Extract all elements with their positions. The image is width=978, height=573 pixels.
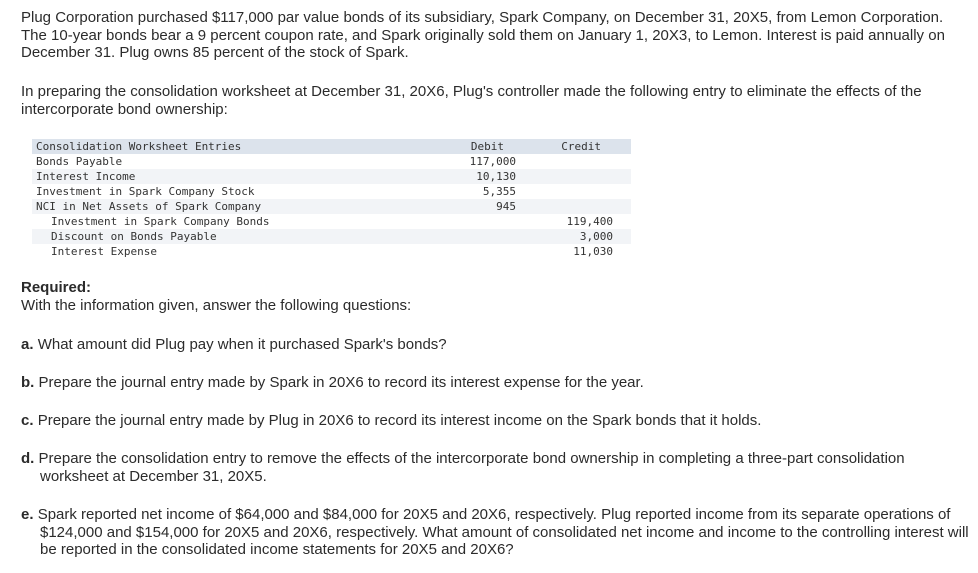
question-e: [21, 506, 975, 559]
question-text: Prepare the journal entry made by Plug in 20X6 to record its interest income on the Spark bonds that it holds.: [37, 412, 762, 429]
account-name: NCI in Net Assets of Spark Company: [32, 199, 391, 214]
account-name: Bonds Payable: [36, 155, 123, 168]
debit-amount: 5,355: [482, 185, 516, 198]
account-name: Interest Expense: [51, 245, 157, 258]
question-letter: d.: [21, 450, 35, 467]
column-header-debit: Debit: [391, 139, 516, 154]
credit-amount: [516, 199, 631, 214]
account-name: Investment in Spark Company Stock: [36, 185, 255, 198]
table-row: [32, 199, 631, 214]
table-header-row: [32, 139, 631, 154]
account-name: Interest Income: [32, 169, 391, 184]
question-text: What amount did Plug pay when it purchased Spark's bonds?: [37, 336, 447, 353]
credit-amount: [516, 184, 631, 199]
table-row: [32, 229, 631, 244]
debit-amount: 10,130: [391, 169, 516, 184]
required-heading: Required:: [21, 279, 92, 296]
question-text: Prepare the consolidation entry to remove the effects of the intercorporate bond ownership in completing a three-part consolidation worksheet at December 31, 20X5.: [38, 450, 905, 485]
question-letter: c.: [21, 412, 34, 429]
debit-amount: 945: [391, 199, 516, 214]
credit-amount: 3,000: [516, 229, 631, 244]
consolidation-worksheet-table: [32, 139, 631, 259]
question-text: Prepare the journal entry made by Spark in 20X6 to record its interest expense for the year.: [38, 374, 644, 391]
table-row: [32, 244, 631, 259]
question-d: [21, 450, 975, 485]
account-name: Investment in Spark Company Bonds: [51, 215, 270, 228]
debit-amount: [391, 244, 516, 259]
debit-amount: [391, 229, 516, 244]
account-name: Discount on Bonds Payable: [32, 229, 391, 244]
table-row: [32, 214, 631, 229]
question-c: [21, 412, 975, 430]
credit-amount: 11,030: [573, 245, 613, 258]
question-letter: b.: [21, 374, 35, 391]
debit-amount: [391, 214, 516, 229]
credit-amount: [516, 169, 631, 184]
problem-context: In preparing the consolidation worksheet at December 31, 20X6, Plug's controller made the following entry to eliminate the effects of the intercorporate bond ownership:: [21, 83, 922, 118]
column-header-entries: Consolidation Worksheet Entries: [32, 139, 391, 154]
table-row: [32, 184, 631, 199]
table-row: [32, 169, 631, 184]
required-instructions: With the information given, answer the following questions:: [21, 297, 412, 314]
debit-amount: 117,000: [469, 155, 516, 168]
question-text: Spark reported net income of $64,000 and $84,000 for 20X5 and 20X6, respectively. Plug reported income from its separate operations of $124,000 and $154,000 for 20X5 and 20X6, respectively. What amount of consolidated net income and income to the controlling interest will be reported in the consolidated income statements for 20X5 and 20X6?: [37, 506, 969, 558]
credit-amount: [516, 154, 631, 169]
question-letter: e.: [21, 506, 34, 523]
column-header-credit: Credit: [516, 139, 631, 154]
table-row: [32, 154, 631, 169]
question-b: [21, 374, 975, 392]
question-a: [21, 336, 975, 354]
problem-intro: Plug Corporation purchased $117,000 par value bonds of its subsidiary, Spark Company, on December 31, 20X5, from Lemon Corporation. The 10-year bonds bear a 9 percent coupon rate, and Spark originally sold them on January 1, 20X3, to Lemon. Interest is paid annually on December 31. Plug owns 85 percent of the stock of Spark.: [21, 9, 945, 61]
credit-amount: 119,400: [566, 215, 613, 228]
question-letter: a.: [21, 336, 34, 353]
